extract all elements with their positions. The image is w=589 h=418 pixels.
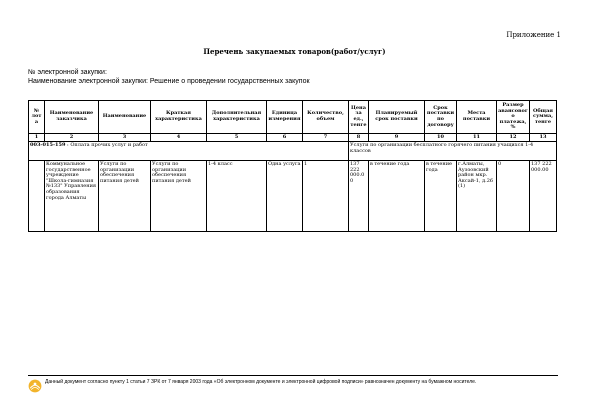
footer-note: Данный документ согласно пункту 1 статьи 7 ЗРК от 7 января 2003 года «Об электронном документе и электронной цифровой подписи» равнозначен документу на бумажном носителе. bbox=[45, 379, 477, 385]
col-header-short-char: Краткая характеристика bbox=[151, 101, 207, 134]
col-header-contract-term: Срок поставки по договору bbox=[425, 101, 457, 134]
table-row bbox=[29, 161, 557, 232]
cell-quantity: 1 bbox=[303, 161, 349, 232]
document-title: Перечень закупаемых товаров(работ/услуг) bbox=[203, 47, 386, 56]
col-header-total: Общая сумма, тенге bbox=[530, 101, 557, 134]
cell-unit: Одна услуга bbox=[267, 161, 303, 232]
col-number: 10 bbox=[425, 134, 457, 142]
cell-planned-term: в течение года bbox=[369, 161, 425, 232]
purchase-meta bbox=[28, 69, 310, 86]
col-number: 11 bbox=[457, 134, 497, 142]
col-number: 6 bbox=[267, 134, 303, 142]
col-number: 1 bbox=[29, 134, 45, 142]
cell-contract-term: в течение года bbox=[425, 161, 457, 232]
col-header-delivery-place: Места поставки bbox=[457, 101, 497, 134]
col-header-quantity: Количество, объем bbox=[303, 101, 349, 134]
col-header-customer: Наименование заказчика bbox=[45, 101, 99, 134]
col-number: 5 bbox=[207, 134, 267, 142]
col-header-planned-term: Планируемый срок поставки bbox=[369, 101, 425, 134]
cell-customer: Коммунальное государственное учреждение "Школа-гимназия №133" Управления образования города Алматы bbox=[45, 161, 99, 232]
group-code: 003-015-159 bbox=[30, 142, 66, 148]
col-number: 7 bbox=[303, 134, 349, 142]
col-number: 13 bbox=[530, 134, 557, 142]
footer bbox=[28, 375, 558, 386]
cell-total: 137 222 000.00 bbox=[530, 161, 557, 232]
appendix-label: Приложение 1 bbox=[506, 31, 561, 39]
cell-extra-char: 1-4 класс bbox=[207, 161, 267, 232]
footer-divider bbox=[28, 375, 558, 376]
cell-price: 137 222 000.00 bbox=[349, 161, 369, 232]
group-label: : Оплата прочих услуг и работ bbox=[65, 142, 148, 148]
group-code-cell bbox=[29, 142, 349, 161]
cell-lot bbox=[29, 161, 45, 232]
col-number: 12 bbox=[497, 134, 530, 142]
purchase-name: Наименование электронной закупки: Решение о проведении государственных закупок bbox=[28, 77, 310, 85]
col-header-unit: Единица измерения bbox=[267, 101, 303, 134]
cell-short-char: Услуги по организации обеспечения питания детей bbox=[151, 161, 207, 232]
col-number: 4 bbox=[151, 134, 207, 142]
col-header-extra-char: Дополнительная характеристика bbox=[207, 101, 267, 134]
header-row bbox=[29, 101, 557, 134]
group-row bbox=[29, 142, 557, 161]
cell-name: Услуги по организации обеспечения питания детей bbox=[99, 161, 151, 232]
col-number: 9 bbox=[369, 134, 425, 142]
col-header-lot: № лота bbox=[29, 101, 45, 134]
col-number: 2 bbox=[45, 134, 99, 142]
col-number: 3 bbox=[99, 134, 151, 142]
cell-delivery-place: г.Алматы, Ауэзовский район мкр. Аксай-1, д.26 (1) bbox=[457, 161, 497, 232]
goods-table bbox=[28, 100, 557, 232]
group-description: Услуги по организации бесплатного горячего питания учащихся 1-4 классов bbox=[349, 142, 557, 161]
col-header-name: Наименование bbox=[99, 101, 151, 134]
col-number: 8 bbox=[349, 134, 369, 142]
seal-icon bbox=[28, 379, 42, 393]
col-header-advance: Размер авансового платежа, % bbox=[497, 101, 530, 134]
col-header-price: Цена за ед., тенге bbox=[349, 101, 369, 134]
cell-advance: 0 bbox=[497, 161, 530, 232]
purchase-number: № электронной закупки: bbox=[28, 69, 107, 76]
column-number-row bbox=[29, 134, 557, 142]
